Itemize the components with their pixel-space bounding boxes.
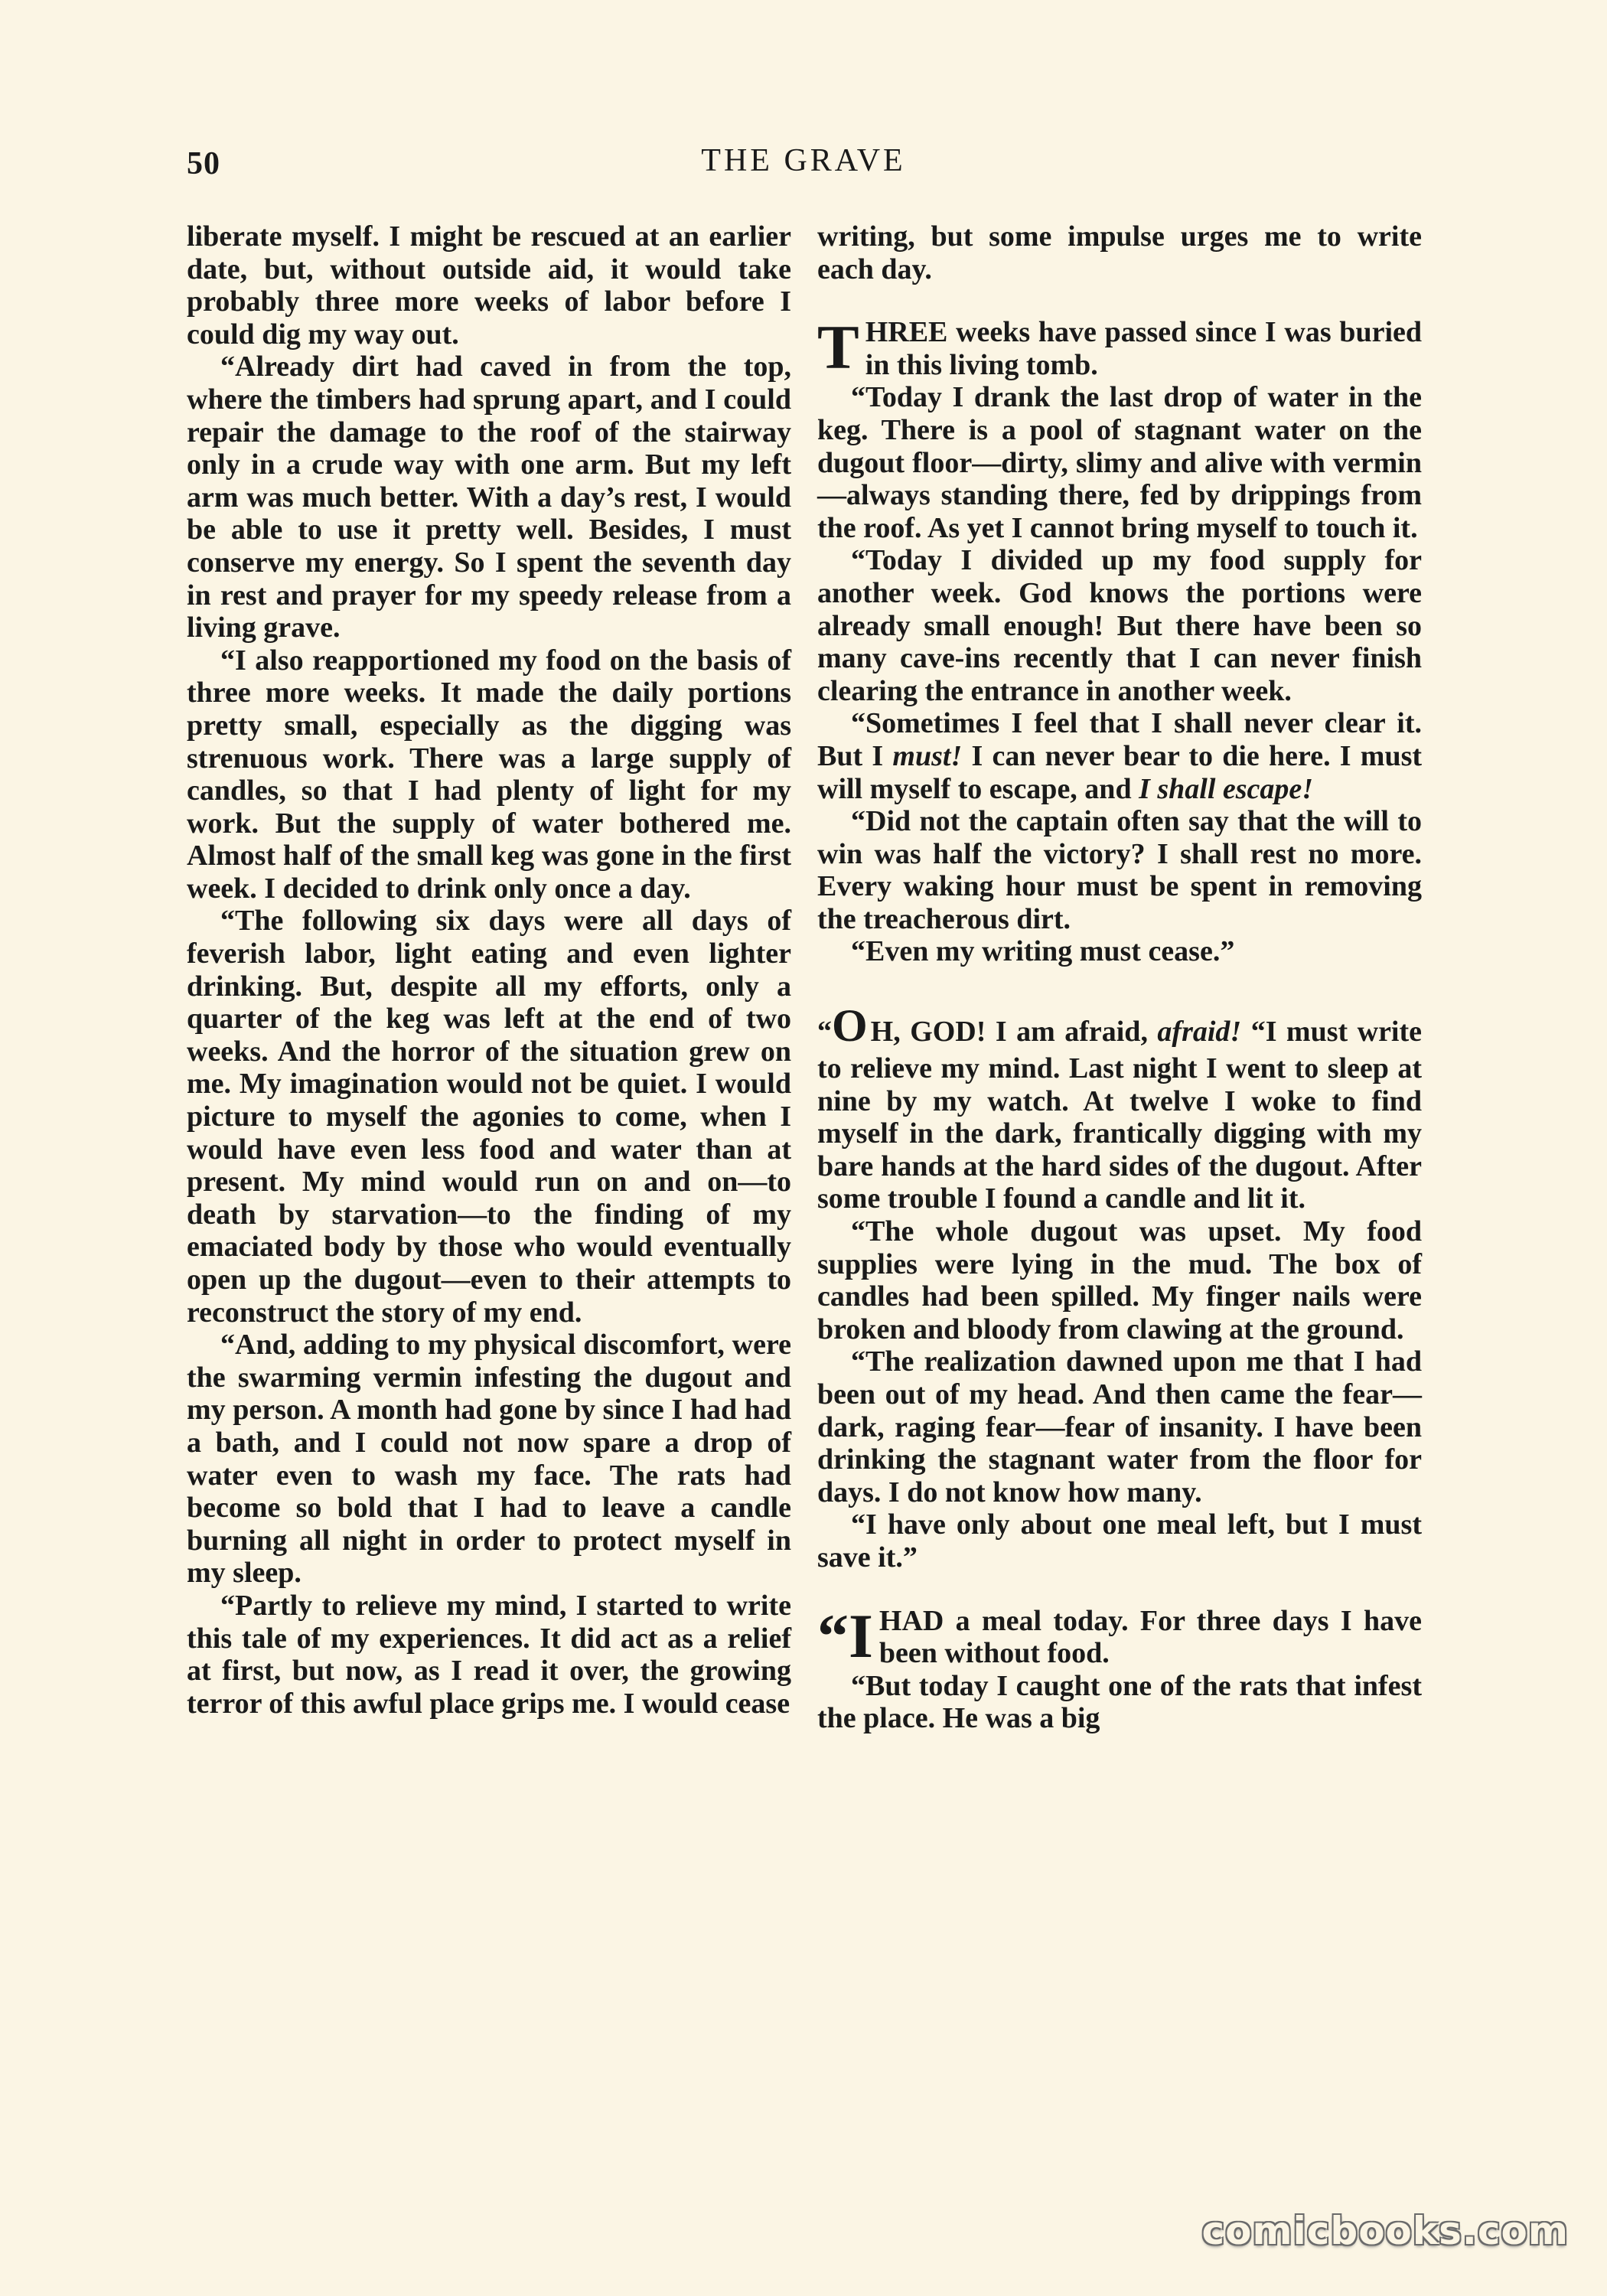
paragraph: “Did not the captain often say that the will to win was half the victory? I shall rest no more. Every waking hour must be spent in removing the treacherous dirt. — [817, 805, 1422, 935]
text-run: “Sometimes I feel that I shall never clear it. But I — [817, 707, 1422, 772]
paragraph: “Already dirt had caved in from the top, where the timbers had sprung apart, and I could repair the damage to the roof of the stairway only in a crude way with one arm. But my left arm was much better. With a day’s rest, I would be able to use it pretty well. Besides, I must conserve my energy. So I spent the seventh day in rest and prayer for my speedy release from a living grave. — [187, 351, 791, 644]
drop-cap: T — [817, 312, 859, 383]
paragraph: “Today I divided up my food supply for another week. God knows the portions were already small enough! But there have been so many cave-ins recently that I can never finish clearing the entrance in another week. — [817, 544, 1422, 707]
opener-text: HREE weeks have passed since I was buried in this living tomb. — [865, 316, 1422, 381]
section-opener — [817, 1600, 1422, 1671]
section-opener — [817, 999, 1422, 1215]
paragraph: “And, adding to my physical discomfort, were the swarming vermin infesting the dugout and my person. A month had gone by since I had had a bath, and I could not now spare a drop of water even to wash my face. The rats had become so bold that I had to leave a candle burning all night in order to protect myself in my sleep. — [187, 1329, 791, 1590]
text-run: “I must write to relieve my mind. Last night I went to sleep at nine by my watch. At twelve I woke to find myself in the dark, frantically digging with my bare hands at the hard sides of the dugout. After some trouble I found a candle and lit it. — [817, 1016, 1423, 1215]
paragraph: liberate myself. I might be rescued at an earlier date, but, without outside aid, it would take probably three more weeks of labor before I could dig my way out. — [187, 220, 791, 351]
emphasis: must! — [892, 739, 963, 772]
drop-cap-letter: I — [849, 1600, 873, 1671]
paragraph: “Even my writing must cease.” — [851, 935, 1235, 968]
opener-text: HAD a meal today. For three days I have been without food. — [878, 1604, 1422, 1670]
paragraph: “I also reapportioned my food on the basis of three more weeks. It made the daily portions pretty small, especially as the digging was strenuous work. There was a large supply of candles, so that I had plenty of light for my work. But the supply of water bothered me. Almost half of the small keg was gone in the first week. I decided to drink only once a day. — [187, 644, 791, 905]
paragraph: “The whole dugout was upset. My food supplies were lying in the mud. The box of candles had been spilled. My finger nails were broken and bloody from clawing at the ground. — [817, 1215, 1422, 1345]
section-oh-god — [817, 999, 1422, 1574]
paragraph: “But today I caught one of the rats that infest the place. He was a big — [817, 1669, 1422, 1735]
section-opener — [817, 312, 1422, 383]
paragraph: “Partly to relieve my mind, I started to write this tale of my experiences. It did act as a relief at first, but now, as I read it over, the growing terror of this awful place grips me. I would cease — [187, 1589, 791, 1720]
text-run: I can never bear to die here. I must will myself to escape, and — [817, 739, 1423, 805]
opener-text: H, GOD! I am afraid, — [870, 1016, 1148, 1049]
paragraph: “Today I drank the last drop of water in the keg. There is a pool of stagnant water on the dugout floor—dirty, slimy and alive with vermin—always standing there, fed by drippings from the roof. As yet I cannot bring myself to touch it. — [817, 381, 1422, 544]
right-column — [817, 220, 1422, 1735]
paragraph: writing, but some impulse urges me to write each day. — [817, 220, 1422, 285]
paragraph: “I have only about one meal left, but I must save it.” — [817, 1508, 1422, 1574]
drop-cap — [817, 1600, 873, 1671]
left-column — [187, 220, 791, 1720]
paragraph — [817, 707, 1422, 805]
section-three-weeks — [817, 312, 1423, 968]
open-quote: “ — [817, 1016, 832, 1049]
paragraph: “The realization dawned upon me that I had been out of my head. And then came the fear—dark, raging fear—fear of insanity. I have been drinking the stagnant water from the floor for days. I do not know how many. — [817, 1345, 1422, 1508]
page-number: 50 — [187, 146, 220, 181]
drop-cap: O — [832, 1000, 868, 1052]
open-quote: “ — [817, 1600, 849, 1671]
running-title: THE GRAVE — [701, 143, 906, 178]
paragraph: “The following six days were all days of feverish labor, light eating and even lighter drinking. But, despite all my efforts, only a quarter of the keg was left at the end of two weeks. And the horror of the situation grew on me. My imagination would not be quiet. I would picture to myself the agonies to come, when I would have even less food and water than at present. My mind would run on and on—to death by starvation—to the finding of my emaciated body by those who would eventually open up the dugout—even to their attempts to reconstruct the story of my end. — [187, 905, 791, 1329]
section-had-a-meal — [817, 1600, 1422, 1735]
emphasis: I shall escape! — [1139, 772, 1314, 805]
watermark-logo: comicbooks.com — [1201, 2209, 1569, 2253]
emphasis: afraid! — [1157, 1016, 1242, 1049]
